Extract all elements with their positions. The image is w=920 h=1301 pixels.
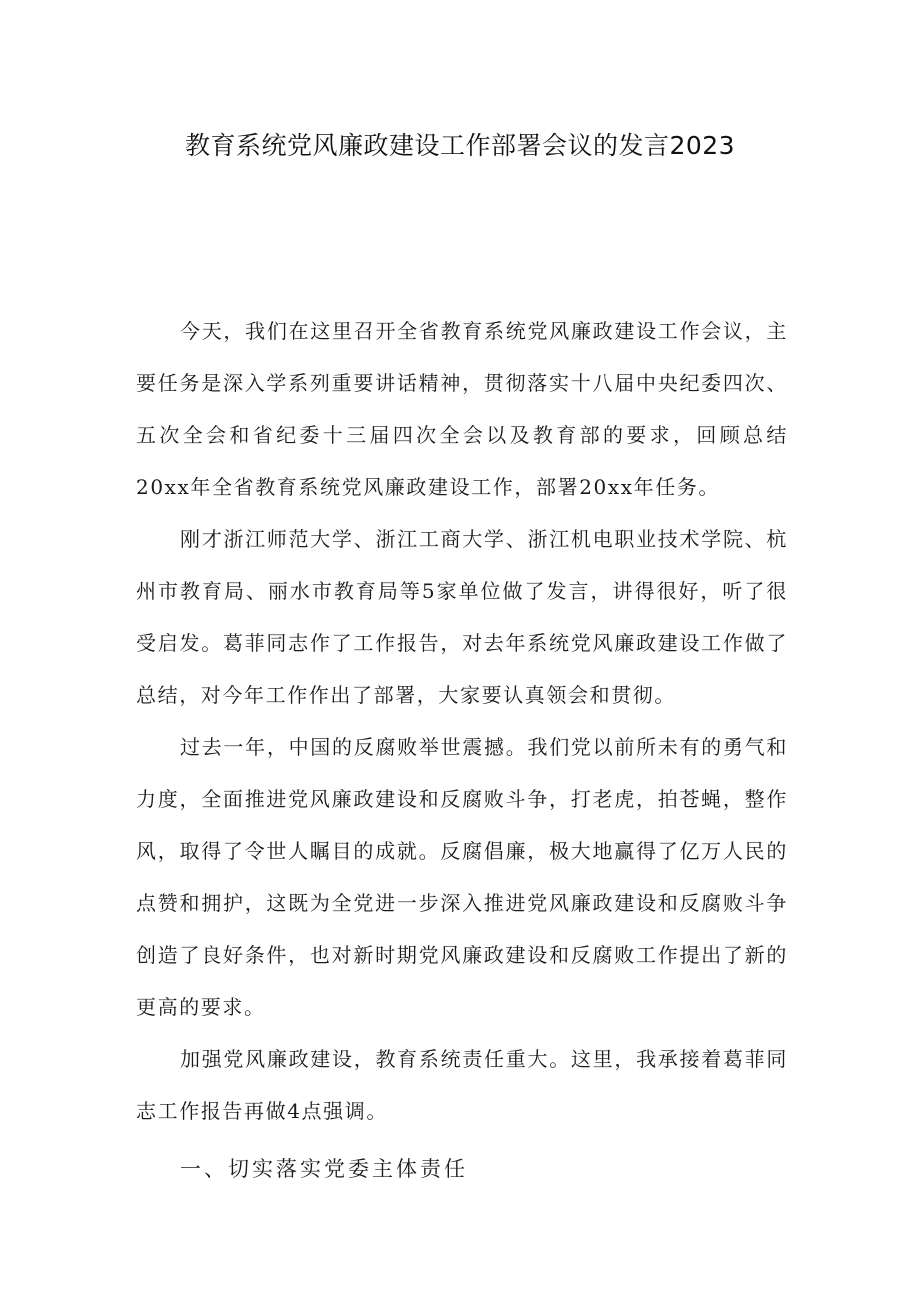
document-body — [136, 305, 788, 1195]
section-heading: 一、切实落实党委主体责任 — [180, 1157, 468, 1181]
paragraph-4: 加强党风廉政建设，教育系统责任重大。这里，我承接着葛菲同志工作报告再做4点强调。 — [136, 1047, 788, 1123]
paragraph-2: 刚才浙江师范大学、浙江工商大学、浙江机电职业技术学院、杭州市教育局、丽水市教育局等5家单位做了发言，讲得很好，听了很受启发。葛菲同志作了工作报告，对去年系统党风廉政建设工作做了总结，对今年工作作出了部署，大家要认真领会和贯彻。 — [136, 527, 788, 707]
paragraph-3: 过去一年，中国的反腐败举世震撼。我们党以前所未有的勇气和力度，全面推进党风廉政建设和反腐败斗争，打老虎，拍苍蝇，整作风，取得了令世人瞩目的成就。反腐倡廉，极大地赢得了亿万人民的点赞和拥护，这既为全党进一步深入推进党风廉政建设和反腐败斗争创造了良好条件，也对新时期党风廉政建设和反腐败工作提出了新的更高的要求。 — [136, 735, 788, 1019]
document-title: 教育系统党风廉政建设工作部署会议的发言2023 — [184, 131, 736, 160]
paragraph-1: 今天，我们在这里召开全省教育系统党风廉政建设工作会议，主要任务是深入学系列重要讲话精神，贯彻落实十八届中央纪委四次、五次全会和省纪委十三届四次全会以及教育部的要求，回顾总结20xx年全省教育系统党风廉政建设工作，部署20xx年任务。 — [136, 319, 788, 499]
